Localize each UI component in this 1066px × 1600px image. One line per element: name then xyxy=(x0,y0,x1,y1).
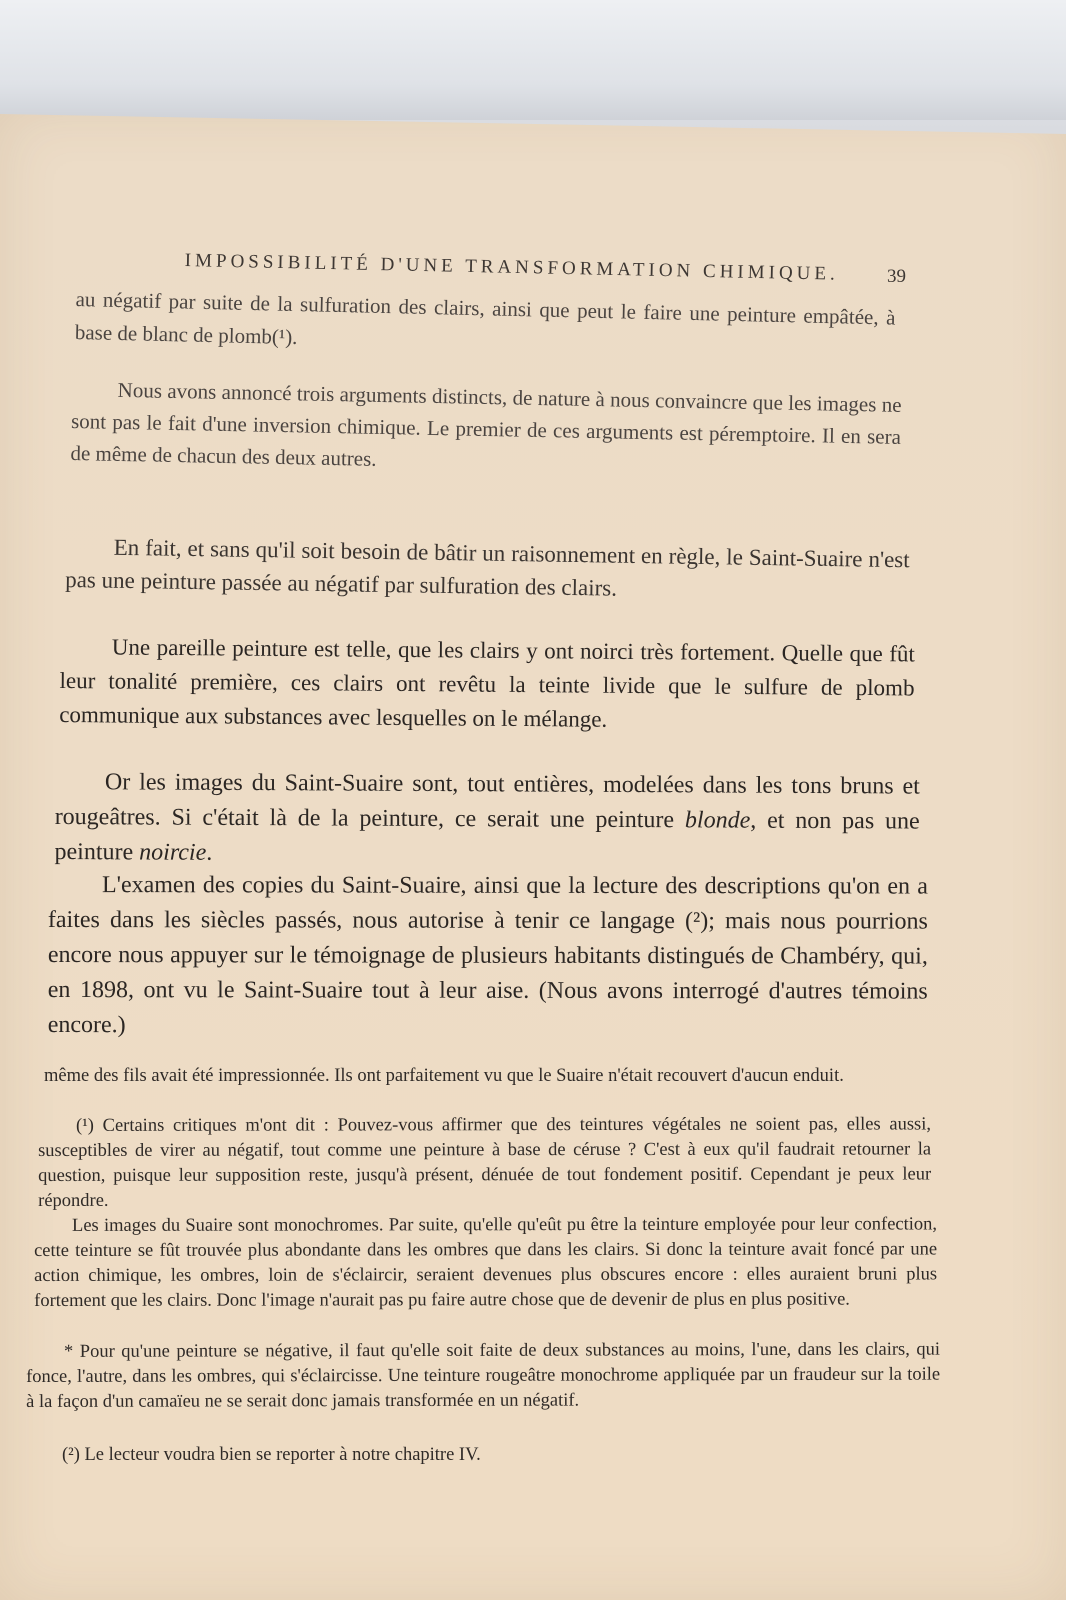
paragraph-text: , et non pas une peinture xyxy=(54,807,920,866)
footnote-1-continued: Les images du Suaire sont monochromes. Par suite, qu'elle qu'eût pu être la teinture employée pour leur confection, cette teinture se fût trouvée plus abondante dans les ombres que dans les clairs. Si donc la teinture avait foncé par une action chimique, les ombres, loin de s'éclaircir, seraient devenues plus obscures encore : elles auraient bruni plus fortement que les clairs. Donc l'image n'aurait pas pu faire autre chose que de devenir de plus en plus positive. xyxy=(34,1214,938,1311)
footnote-2: (²) Le lecteur voudra bien se reporter à notre chapitre IV. xyxy=(62,1445,481,1465)
paragraph-pareille-peinture: Une pareille peinture est telle, que les clairs y ont noirci très fortement. Quelle que fût leur tonalité première, ces clairs ont revêtu la teinte livide que le sulfure de plomb communique aux substances avec lesquelles on le mélange. xyxy=(59,634,915,732)
paragraph-arguments: Nous avons annoncé trois arguments distincts, de nature à nous convaincre que les images ne sont pas le fait d'une inversion chimique. Le premier de ces arguments est péremptoire. Il en sera de même de chacun des deux autres. xyxy=(70,377,902,471)
running-header: IMPOSSIBILITÉ D'UNE TRANSFORMATION CHIMIQUE. xyxy=(184,250,839,285)
footnote-continuation: même des fils avait été impressionnée. Ils ont parfaitement vu que le Suaire n'était recouvert d'aucun enduit. xyxy=(44,1066,844,1086)
page-number: 39 xyxy=(887,266,906,287)
footnote-1: (¹) Certains critiques m'ont dit : Pouvez-vous affirmer que des teintures végétales ne soient pas, elles aussi, susceptibles de virer au négatif, tout comme une peinture à base de céruse ? C'est à eux qu'il faudrait retourner la question, puisque leur supposition reste, jusqu'à présent, dénuée de tout fondement positif. Cependant je peux leur répondre. xyxy=(38,1114,932,1211)
emphasis-noircie: noircie xyxy=(139,839,207,866)
emphasis-blonde: blonde xyxy=(684,807,751,834)
paragraph-text: Or les images du Saint-Suaire sont, tout entières, modelées dans les tons bruns et rougeâtres. Si c'était là de la peinture, ce serait une peinture xyxy=(54,769,920,834)
paragraph-en-fait: En fait, et sans qu'il soit besoin de bâtir un raisonnement en règle, le Saint-Suaire n'est pas une peinture passée au négatif par sulfuration des clairs. xyxy=(65,534,910,601)
footnote-asterisk: * Pour qu'une peinture se négative, il faut qu'elle soit faite de deux substances au moins, l'une, dans les clairs, qui fonce, l'autre, dans les ombres, qui s'éclaircisse. Une teinture rougeâtre monochrome appliquée par un fraudeur sur la toile à la façon d'un camaïeu ne se serait donc jamais transformée en un négatif. xyxy=(26,1339,941,1412)
paragraph-text: . xyxy=(206,839,213,866)
paragraph-continuation: au négatif par suite de la sulfuration des clairs, ainsi que peut le faire une peinture empâtée, à base de blanc de plomb(¹). xyxy=(74,286,896,350)
paragraph-examen: L'examen des copies du Saint-Suaire, ainsi que la lecture des descriptions qu'on en a faites dans les siècles passés, nous autorise à tenir ce langage (²); mais nous pourrions encore nous appuyer sur le témoignage de plusieurs habitants distingués de Chambéry, qui, en 1898, ont vu le Saint-Suaire tout à leur aise. (Nous avons interrogé d'autres témoins encore.) xyxy=(47,872,928,1039)
paragraph-tons-bruns xyxy=(54,765,920,875)
